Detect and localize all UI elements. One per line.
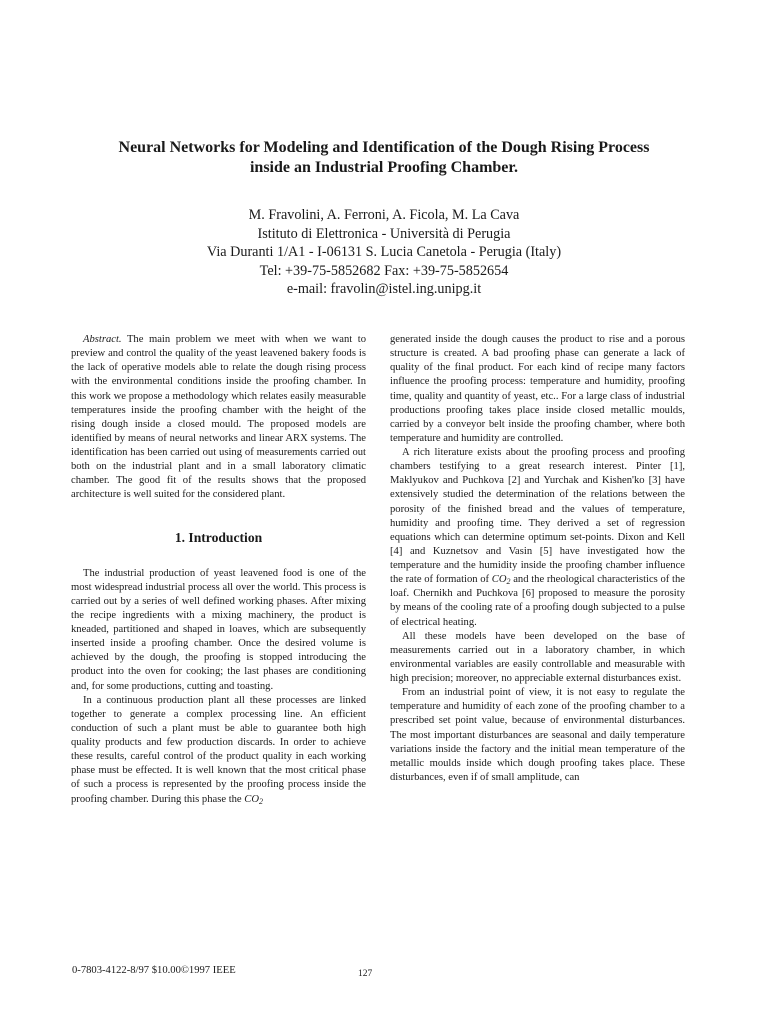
intro-paragraph-2 bbox=[71, 694, 366, 807]
author-names: M. Fravolini, A. Ferroni, A. Ficola, M. La Cava bbox=[248, 207, 520, 223]
page-number: 127 bbox=[358, 969, 373, 979]
title-line-2: inside an Industrial Proofing Chamber. bbox=[249, 159, 519, 176]
section-heading-introduction: 1. Introduction bbox=[174, 529, 263, 545]
author-email: e-mail: fravolin@istel.ing.unipg.it bbox=[286, 281, 482, 297]
footer-copyright: 0-7803-4122-8/97 $10.00©1997 IEEE bbox=[72, 965, 236, 976]
author-address: Via Duranti 1/A1 - I-06131 S. Lucia Canetola - Perugia (Italy) bbox=[206, 244, 562, 260]
intro-paragraph-2-text: In a continuous production plant all these processes are linked together to generate a complex processing line. An efficient conduction of such a plant must be able to guarantee both high quality products and few production discards. In order to achieve these results, careful control of the product quality in each working phase must be effected. It is well known that the most critical phase of such a process is represented by the proofing process inside the proofing chamber. During this phase the bbox=[71, 694, 366, 805]
left-column bbox=[71, 333, 366, 807]
right-paragraph-4: From an industrial point of view, it is not easy to regulate the temperature and humidity of each zone of the proofing chamber to a prescribed set point value, because of environmental disturbances. The most important disturbances are seasonal and daily temperature variations inside the factory and the initial mean temperature of the metallic moulds inside which dough proofing takes place. These disturbances, even if of small amplitude, can bbox=[390, 687, 685, 783]
abstract-text: The main problem we meet with when we want to preview and control the quality of the yeast leavened bakery foods is the lack of operative models able to relate the dough rising process with the environmental conditions inside the proofing chamber. In this work we propose a methodology which relates easily measurable temperatures inside the proofing chamber with the height of the rising dough inside a closed mould. The proposed models are identified by means of neural networks and linear ARX systems. The identification has been carried out using of measurements carried out both on the industrial plant and in a small laboratory climatic chamber. The good fit of the results shows that the proposed architecture is well suited for the considered plant. bbox=[71, 334, 366, 501]
right-paragraph-2 bbox=[390, 446, 685, 630]
author-institute: Istituto di Elettronica - Università di Perugia bbox=[257, 225, 511, 242]
intro-paragraph-1: The industrial production of yeast leavened food is one of the most widespread industrial process all over the world. This process is carried out by a series of well defined working phases. After mixing the recipe ingredients with a mixing machinery, the product is kneaded, partitioned and shaped in loaves, which are subsequently inserted inside a proofing chamber. Once the desired volume is achieved by the dough, the proofing is stopped introducing the product into the oven for cooking; the last phases are conditioning and, for some productions, cutting and toasting. bbox=[71, 567, 366, 692]
author-block bbox=[60, 206, 708, 299]
right-column bbox=[390, 333, 685, 785]
co2-symbol-2: $CO_2$ bbox=[491, 574, 511, 587]
author-phone: Tel: +39-75-5852682 Fax: +39-75-5852654 bbox=[259, 262, 509, 279]
right-paragraph-2b: and the rheological characteristics of the loaf. Chernikh and Puchkova [6] proposed to measure the porosity by means of the cooling rate of a proofing dough subjected to a pulse of electrical heating. bbox=[390, 574, 685, 628]
title-line-1: Neural Networks for Modeling and Identification of the Dough Rising Process bbox=[118, 139, 650, 156]
paper-title bbox=[60, 138, 708, 178]
right-paragraph-2a: A rich literature exists about the proofing process and proofing chambers testifying to a great research interest. Pinter [1], Maklyukov and Puchkova [2] and Yurchak and Kishen'ko [3] have extensively studied the determination of the relations between the porosity of the finished bread and the values of temperature, humidity and proofing time. They derived a set of regression equations which can determine optimum set-points. Dixon and Kell [4] and Kuznetsov and Vasin [5] have investigated how the temperature and the humidity inside the proofing chamber influence the rate of formation of bbox=[390, 447, 685, 586]
abstract-label: Abstract. bbox=[83, 334, 122, 345]
co2-symbol: $CO_2$ bbox=[244, 793, 263, 806]
right-paragraph-1: generated inside the dough causes the product to rise and a porous structure is created. A bad proofing phase can generate a lack of quality of the final product. For each kind of recipe many factors influence the proofing process: temperature and humidity, proofing time, quality and quantity of yeast, etc.. For a large class of industrial productions proofing takes place inside closed metallic moulds, carried by a conveyor belt inside the proofing chamber, where both temperature and humidity are controlled. bbox=[390, 334, 685, 444]
right-paragraph-3: All these models have been developed on the base of measurements carried out in a laboratory chamber, in which environmental variables are easily controllable and measurable with high precision; moreover, no appreciable external disturbances exist. bbox=[390, 630, 685, 684]
abstract-paragraph bbox=[71, 333, 366, 503]
